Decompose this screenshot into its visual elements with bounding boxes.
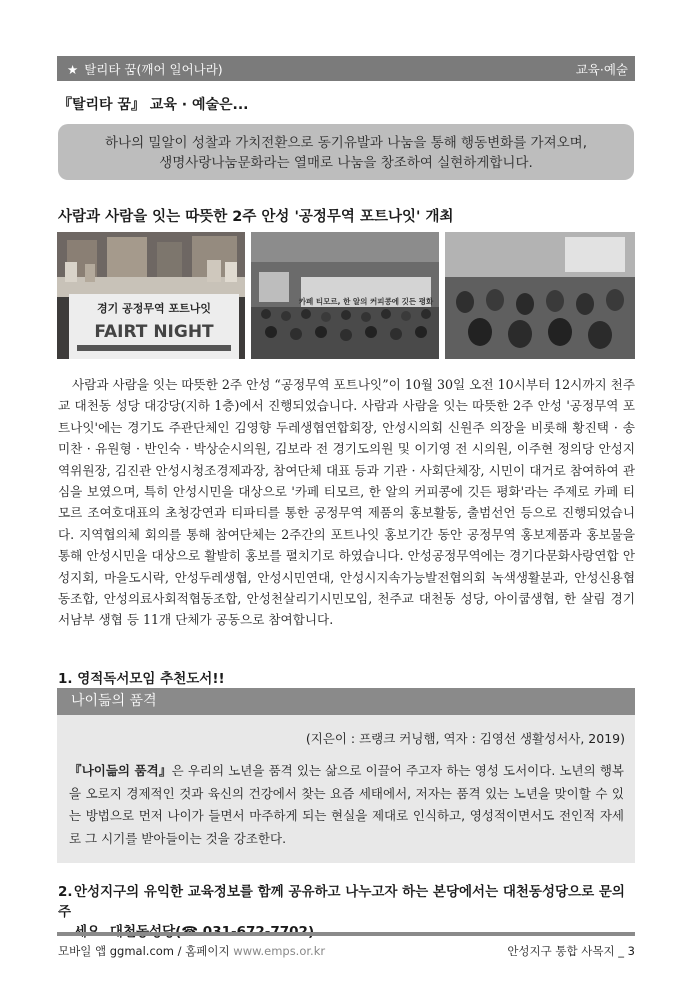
section-1-title: 1. 영적독서모임 추천도서!! [58,671,225,687]
section-header-bar [57,56,635,81]
footer-app-label: 모바일 앱 ggmal.com / 홈페이지 [58,944,234,958]
hall-photo-illustration [251,232,439,359]
section-header-title: 탈리타 꿈(깨어 일어나라) [84,61,223,77]
footer-divider [57,932,635,936]
star-icon: ★ [67,61,79,77]
booth-banner-line-1: 경기 공정무역 포트나잇 [97,302,211,315]
book-description-text: 은 우리의 노년을 품격 있는 삶으로 이끌어 주고자 하는 영성 도서이다. 노년의 행복을 오로지 경제적인 것과 육신의 건강에서 찾는 요즘 세태에서, 저자는 품격 있는 노년을 맞이할 수 있는 방법으로 먼저 나이가 들면서 마주하게 되는 현실을 제대로 인식하고, 영성적이면서도 전인적 자세로 그 시기를 받아들이는 것을 강조한다. [69,763,624,846]
mission-statement-box [58,124,634,180]
section-header-title-wrap [67,60,223,78]
book-description [69,760,624,850]
mission-line-2: 생명사랑나눔문화라는 열매로 나눔을 창조하여 실현하게합니다. [159,155,533,171]
section-2-number: 2. [58,884,73,900]
mission-line-1: 하나의 밀알이 성찰과 가치전환으로 동기유발과 나눔을 통해 행동변화를 가져오며, [104,135,587,151]
footer-page-label: 안성지구 통합 사목지 _ 3 [507,944,635,958]
article-title: 사람과 사람을 잇는 따뜻한 2주 안성 '공정무역 포트나잇' 개최 [58,209,454,225]
audience-photo-illustration [445,232,635,359]
footer-homepage-link[interactable]: www.emps.or.kr [233,944,326,958]
photo-fair-trade-booth [57,232,245,359]
hall-screen-text: 카페 티모르, 한 알의 커피콩에 깃든 평화 [298,297,434,306]
booth-banner-line-2: FAIRT NIGHT [94,322,214,342]
photo-lecture-hall [251,232,439,359]
book-description-title: 『나이듦의 품격』 [69,763,172,778]
footer-left [58,943,325,959]
article-body: 사람과 사람을 잇는 따뜻한 2주 안성 “공정무역 포트나잇”이 10월 30일 오전 10시부터 12시까지 천주교 대천동 성당 대강당(지하 1층)에서 진행되었습니다. 사람과 사람을 잇는 따뜻한 2주 안성 '공정무역 포트나잇'에는 경기도 주관단체인 김영향 두레생협연합회장, 안성시의회 신원주 의장을 비롯해 황진택 · 송미찬 · 유원형 · 반인숙 · 박상순시의원, 김보라 전 경기도의원 및 이기영 전 시의원, 이주현 정의당 안성지역위원장, 김진관 안성시청조경제과장, 참여단체 대표 등과 기관 · 사회단체장, 시민이 대거로 참여하여 관심을 보였으며, 특히 안성시민을 대상으로 '카페 티모르, 한 알의 커피콩에 깃든 평화'라는 주제로 카페 티모르 조여호대표의 초청강연과 티파티를 통한 공정무역 제품의 홍보활동, 출범선언 등으로 진행되었습니다. 지역협의체 회의를 통해 참여단체는 2주간의 포트나잇 홍보기간 동안 공정무역 홍보제품과 홍보물을 통해 안성시민을 대상으로 활발히 홍보를 펼치기로 하였습니다. 안성공정무역에는 경기다문화사랑연합 안성지회, 마을도시락, 안성두레생협, 안성시민연대, 안성시지속가능발전협의회 녹색생활분과, 안성신용협동조합, 안성의료사회적협동조합, 안성천살리기시민모임, 천주교 대천동 성당, 아이쿱생협, 한 살림 경기서남부 생협 등 11개 단체가 공동으로 참여합니다. [58,377,635,628]
book-review-box [57,715,635,863]
book-credit: (지은이 : 프랭크 커닝햄, 역자 : 김영선 생활성서사, 2019) [305,731,625,746]
booth-photo-illustration [57,232,245,359]
section-2-line-1: 안성지구의 유익한 교육정보를 함께 공유하고 나누고자 하는 본당에서는 대천동성당으로 문의주 [58,884,625,920]
book-title-bar: 나이듦의 품격 [57,688,635,715]
photo-audience [445,232,635,359]
intro-title: 『탈리타 꿈』 교육 · 예술은... [58,97,249,113]
section-category: 교육·예술 [575,61,628,77]
